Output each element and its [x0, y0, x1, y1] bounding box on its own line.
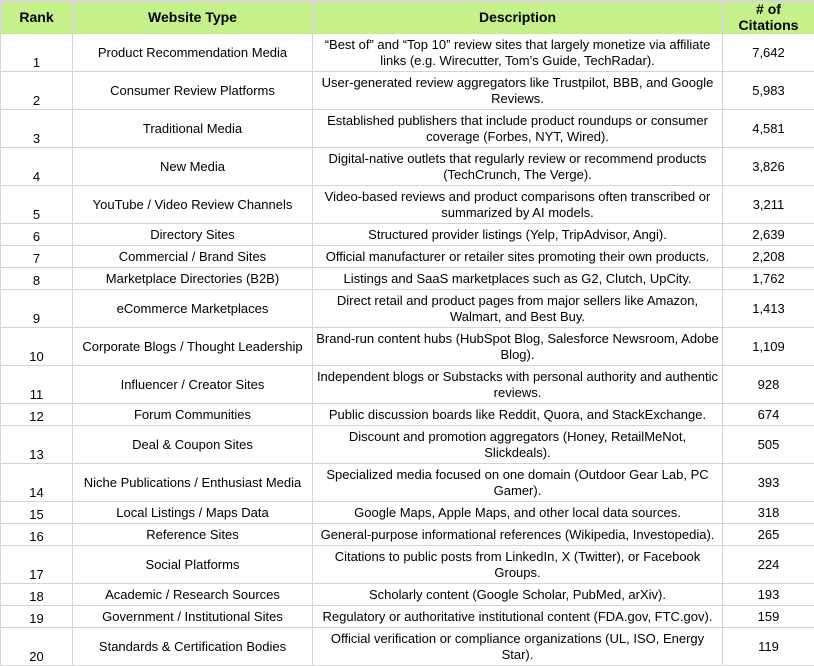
header-rank: Rank: [1, 1, 73, 34]
header-description: Description: [313, 1, 723, 34]
rank-cell: 20: [1, 628, 73, 666]
rank-cell: 9: [1, 290, 73, 328]
table-row: [1, 404, 814, 426]
citations-cell: 2,639: [723, 224, 814, 246]
website-type-cell: Standards & Certification Bodies: [73, 628, 313, 666]
rank-cell: 16: [1, 524, 73, 546]
rank-cell: 4: [1, 148, 73, 186]
header-citations: # of Citations: [723, 1, 814, 34]
description-cell: Discount and promotion aggregators (Honey, RetailMeNot, Slickdeals).: [313, 426, 723, 464]
website-type-cell: Reference Sites: [73, 524, 313, 546]
description-cell: “Best of” and “Top 10” review sites that largely monetize via affiliate links (e.g. Wirecutter, Tom’s Guide, TechRadar).: [313, 34, 723, 72]
table-row: [1, 290, 814, 328]
table-row: [1, 584, 814, 606]
website-type-cell: Commercial / Brand Sites: [73, 246, 313, 268]
description-cell: Regulatory or authoritative institutional content (FDA.gov, FTC.gov).: [313, 606, 723, 628]
description-cell: Scholarly content (Google Scholar, PubMed, arXiv).: [313, 584, 723, 606]
website-type-cell: Marketplace Directories (B2B): [73, 268, 313, 290]
website-type-cell: eCommerce Marketplaces: [73, 290, 313, 328]
table-row: [1, 464, 814, 502]
citations-cell: 193: [723, 584, 814, 606]
website-type-cell: Product Recommendation Media: [73, 34, 313, 72]
citations-cell: 5,983: [723, 72, 814, 110]
table-row: [1, 186, 814, 224]
description-cell: Citations to public posts from LinkedIn, X (Twitter), or Facebook Groups.: [313, 546, 723, 584]
rank-cell: 1: [1, 34, 73, 72]
table-row: [1, 246, 814, 268]
website-type-cell: Social Platforms: [73, 546, 313, 584]
description-cell: Brand-run content hubs (HubSpot Blog, Salesforce Newsroom, Adobe Blog).: [313, 328, 723, 366]
website-type-cell: Local Listings / Maps Data: [73, 502, 313, 524]
website-type-cell: Forum Communities: [73, 404, 313, 426]
description-cell: Video-based reviews and product comparisons often transcribed or summarized by AI models.: [313, 186, 723, 224]
table-row: [1, 366, 814, 404]
rank-cell: 13: [1, 426, 73, 464]
description-cell: Direct retail and product pages from major sellers like Amazon, Walmart, and Best Buy.: [313, 290, 723, 328]
citations-cell: 928: [723, 366, 814, 404]
rank-cell: 12: [1, 404, 73, 426]
table-row: [1, 546, 814, 584]
table-row: [1, 606, 814, 628]
table-row: [1, 268, 814, 290]
citations-cell: 1,413: [723, 290, 814, 328]
website-type-cell: Deal & Coupon Sites: [73, 426, 313, 464]
table-row: [1, 328, 814, 366]
rank-cell: 11: [1, 366, 73, 404]
citations-cell: 159: [723, 606, 814, 628]
description-cell: Independent blogs or Substacks with personal authority and authentic reviews.: [313, 366, 723, 404]
citations-cell: 2,208: [723, 246, 814, 268]
table-row: [1, 110, 814, 148]
website-type-cell: YouTube / Video Review Channels: [73, 186, 313, 224]
table-row: [1, 628, 814, 666]
table-row: [1, 148, 814, 186]
table-row: [1, 224, 814, 246]
website-type-cell: Directory Sites: [73, 224, 313, 246]
header-website-type: Website Type: [73, 1, 313, 34]
website-type-cell: Government / Institutional Sites: [73, 606, 313, 628]
description-cell: Public discussion boards like Reddit, Quora, and StackExchange.: [313, 404, 723, 426]
website-type-cell: Academic / Research Sources: [73, 584, 313, 606]
rank-cell: 19: [1, 606, 73, 628]
website-type-cell: Traditional Media: [73, 110, 313, 148]
rank-cell: 8: [1, 268, 73, 290]
citations-cell: 318: [723, 502, 814, 524]
table-row: [1, 426, 814, 464]
website-type-cell: Corporate Blogs / Thought Leadership: [73, 328, 313, 366]
description-cell: Digital-native outlets that regularly review or recommend products (TechCrunch, The Verge).: [313, 148, 723, 186]
citations-cell: 224: [723, 546, 814, 584]
description-cell: Established publishers that include product roundups or consumer coverage (Forbes, NYT, Wired).: [313, 110, 723, 148]
description-cell: Specialized media focused on one domain (Outdoor Gear Lab, PC Gamer).: [313, 464, 723, 502]
citations-cell: 674: [723, 404, 814, 426]
description-cell: General-purpose informational references (Wikipedia, Investopedia).: [313, 524, 723, 546]
citations-cell: 1,109: [723, 328, 814, 366]
citations-cell: 3,211: [723, 186, 814, 224]
rank-cell: 15: [1, 502, 73, 524]
rank-cell: 14: [1, 464, 73, 502]
rank-cell: 7: [1, 246, 73, 268]
website-type-cell: New Media: [73, 148, 313, 186]
description-cell: Google Maps, Apple Maps, and other local data sources.: [313, 502, 723, 524]
description-cell: User-generated review aggregators like Trustpilot, BBB, and Google Reviews.: [313, 72, 723, 110]
table-row: [1, 524, 814, 546]
table-row: [1, 34, 814, 72]
rank-cell: 18: [1, 584, 73, 606]
citations-cell: 7,642: [723, 34, 814, 72]
table-row: [1, 502, 814, 524]
citations-cell: 393: [723, 464, 814, 502]
website-type-cell: Niche Publications / Enthusiast Media: [73, 464, 313, 502]
description-cell: Listings and SaaS marketplaces such as G2, Clutch, UpCity.: [313, 268, 723, 290]
website-type-cell: Influencer / Creator Sites: [73, 366, 313, 404]
citations-cell: 1,762: [723, 268, 814, 290]
description-cell: Official manufacturer or retailer sites promoting their own products.: [313, 246, 723, 268]
citations-cell: 4,581: [723, 110, 814, 148]
rank-cell: 2: [1, 72, 73, 110]
rank-cell: 6: [1, 224, 73, 246]
citations-cell: 505: [723, 426, 814, 464]
description-cell: Structured provider listings (Yelp, TripAdvisor, Angi).: [313, 224, 723, 246]
rank-cell: 10: [1, 328, 73, 366]
table-row: [1, 72, 814, 110]
rank-cell: 5: [1, 186, 73, 224]
citations-cell: 119: [723, 628, 814, 666]
citations-cell: 3,826: [723, 148, 814, 186]
rank-cell: 17: [1, 546, 73, 584]
header-row: [1, 1, 814, 34]
rank-cell: 3: [1, 110, 73, 148]
description-cell: Official verification or compliance organizations (UL, ISO, Energy Star).: [313, 628, 723, 666]
citations-cell: 265: [723, 524, 814, 546]
website-type-cell: Consumer Review Platforms: [73, 72, 313, 110]
